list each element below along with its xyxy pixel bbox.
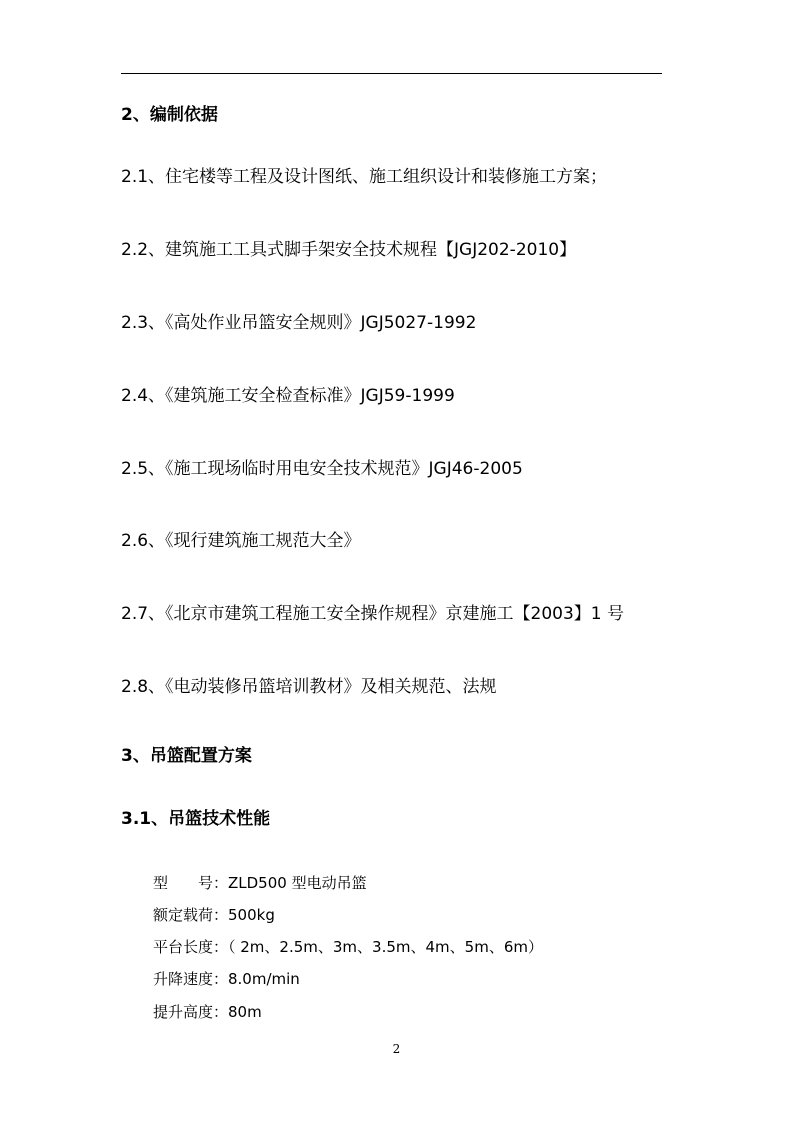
basis-item-2-3: 2.3、《高处作业吊篮安全规则》JGJ5027-1992 (121, 313, 477, 333)
section-3-heading: 3、吊篮配置方案 (121, 746, 252, 766)
header-rule (121, 73, 662, 74)
basis-item-2-1: 2.1、住宅楼等工程及设计图纸、施工组织设计和装修施工方案； (121, 167, 608, 187)
page-number: 2 (392, 1042, 401, 1056)
spec-lifting-height: 提升高度：80m (153, 1003, 262, 1021)
basis-item-2-5: 2.5、《施工现场临时用电安全技术规范》JGJ46-2005 (121, 459, 523, 479)
basis-item-2-2: 2.2、建筑施工工具式脚手架安全技术规程【JGJ202-2010】 (121, 240, 577, 260)
basis-item-2-4: 2.4、《建筑施工安全检查标准》JGJ59-1999 (121, 386, 455, 406)
spec-platform-length: 平台长度：（ 2m、2.5m、3m、3.5m、4m、5m、6m） (153, 938, 543, 956)
spec-rated-load: 额定载荷：500kg (153, 906, 275, 924)
basis-item-2-8: 2.8、《电动装修吊篮培训教材》及相关规范、法规 (121, 677, 497, 697)
basis-item-2-6: 2.6、《现行建筑施工规范大全》 (121, 531, 361, 551)
section-2-heading: 2、编制依据 (121, 105, 218, 125)
section-3-1-heading: 3.1、吊篮技术性能 (121, 809, 271, 829)
spec-lifting-speed: 升降速度：8.0m/min (153, 970, 300, 988)
basis-item-2-7: 2.7、《北京市建筑工程施工安全操作规程》京建施工【2003】1 号 (121, 604, 625, 624)
spec-model: 型 号：ZLD500 型电动吊篮 (153, 874, 367, 892)
